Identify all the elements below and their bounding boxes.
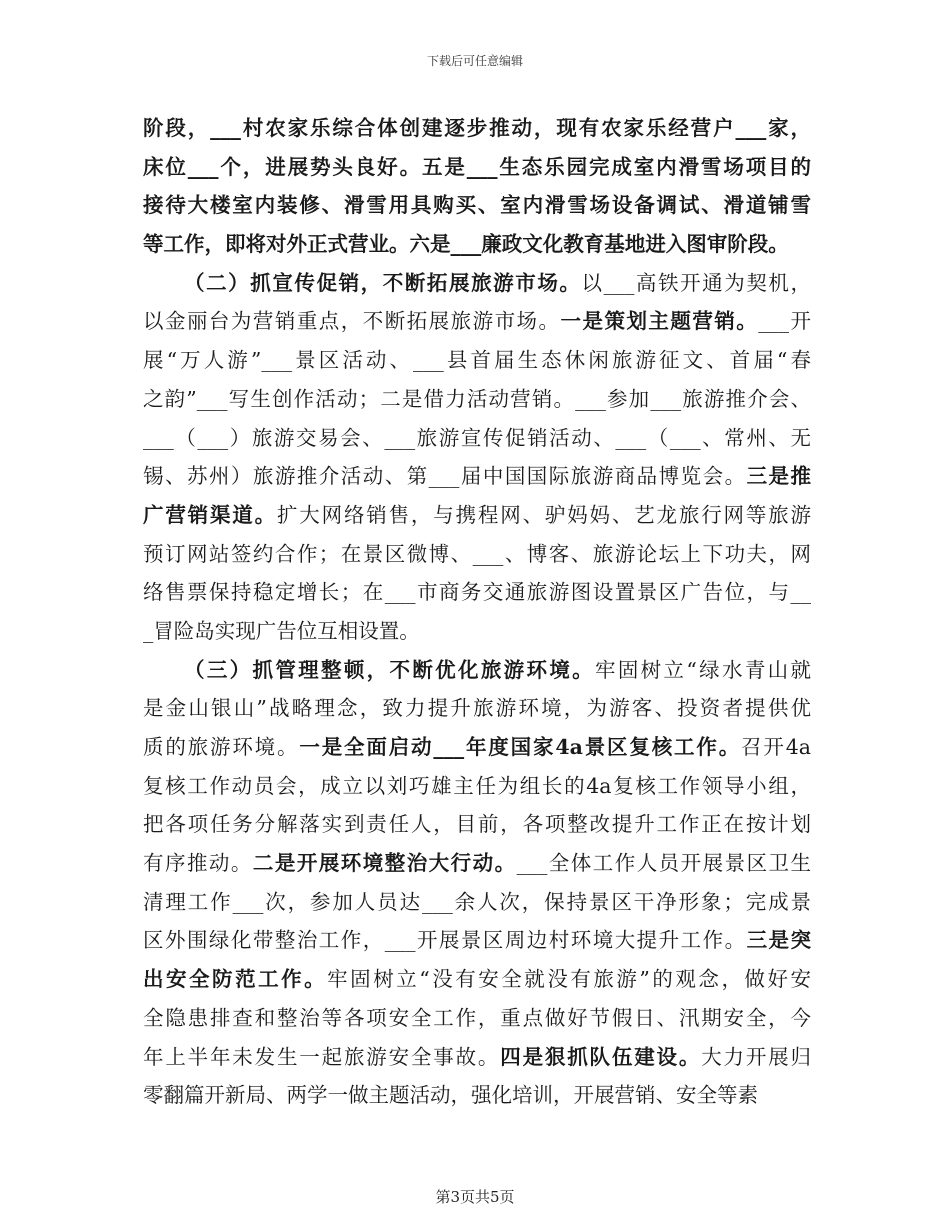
text-segment: 区外围绿化带整治工作，___开展景区周边村环境大提升工作。 bbox=[143, 928, 747, 953]
text-segment: _冒险岛实现广告位互相设置。 bbox=[143, 618, 420, 643]
text-line bbox=[143, 1076, 811, 1115]
text-segment: 是金山银山”战略理念，致力提升旅游环境，为游客、投资者提供优 bbox=[143, 696, 811, 721]
text-line bbox=[143, 225, 811, 264]
text-line bbox=[143, 496, 811, 535]
text-line bbox=[143, 302, 811, 341]
text-line bbox=[143, 805, 811, 844]
text-line bbox=[143, 573, 811, 612]
bold-text-segment: 一是全面启动___年度国家4a景区复核工作。 bbox=[299, 735, 742, 759]
text-segment: 之韵”___写生创作活动；二是借力活动营销。___参加___旅游推介会、 bbox=[143, 386, 811, 411]
text-line bbox=[143, 728, 811, 767]
text-segment: 全隐患排查和整治等各项安全工作，重点做好节假日、汛期安全，今 bbox=[143, 1005, 811, 1030]
bold-text-segment: 三是突 bbox=[746, 928, 812, 953]
text-segment: 召开4a bbox=[741, 735, 812, 759]
text-segment: 大力开展归 bbox=[701, 1044, 812, 1069]
page-number: 第3页共5页 bbox=[435, 1188, 515, 1206]
text-line bbox=[143, 767, 811, 806]
text-line bbox=[143, 1038, 811, 1077]
text-segment: 牢固树立“绿水青山就 bbox=[595, 657, 812, 682]
text-segment: 清理工作___次，参加人员达___余人次，保持景区干净形象；完成景 bbox=[143, 889, 811, 914]
text-line bbox=[143, 341, 811, 380]
text-line bbox=[143, 109, 811, 148]
text-line bbox=[143, 960, 811, 999]
bold-text-segment: 二是开展环境整治大行动。 bbox=[252, 851, 517, 876]
bold-text-segment: 广营销渠道。 bbox=[143, 502, 277, 527]
text-segment: 锡、苏州）旅游推介活动、第___届中国国际旅游商品博览会。 bbox=[143, 464, 747, 489]
text-line bbox=[143, 264, 811, 303]
text-segment: 以___高铁开通为契机， bbox=[581, 270, 811, 295]
text-segment: 预订网站签约合作；在景区微博、___、博客、旅游论坛上下功夫，网 bbox=[143, 541, 811, 566]
text-segment: 零翻篇开新局、两学一做主题活动，强化培训，开展营销、安全等素 bbox=[143, 1083, 758, 1108]
bold-text-segment: 三是推 bbox=[746, 464, 812, 489]
text-line bbox=[143, 535, 811, 574]
text-line bbox=[143, 419, 811, 458]
page-header-note: 下载后可任意编辑 bbox=[426, 54, 523, 68]
text-segment: 以金丽台为营销重点，不断拓展旅游市场。 bbox=[143, 309, 561, 334]
text-line bbox=[143, 612, 811, 651]
text-segment: 有序推动。 bbox=[143, 851, 253, 876]
text-line bbox=[143, 999, 811, 1038]
text-segment: 质的旅游环境。 bbox=[143, 735, 300, 759]
text-line bbox=[143, 689, 811, 728]
text-segment: 络售票保持稳定增长；在___市商务交通旅游图设置景区广告位，与__ bbox=[143, 580, 811, 605]
text-line bbox=[143, 186, 811, 225]
text-segment: ___全体工作人员开展景区卫生 bbox=[516, 851, 812, 876]
bold-text-segment: （二）抓宣传促销，不断拓展旅游市场。 bbox=[184, 270, 582, 295]
bold-text-segment: 等工作，即将对外正式营业。六是___廉政文化教育基地进入图审阶段。 bbox=[143, 232, 789, 257]
text-segment: 复核工作动员会，成立以刘巧雄主任为组长的4a复核工作领导小组， bbox=[143, 773, 811, 798]
text-line bbox=[143, 883, 811, 922]
text-line bbox=[143, 148, 811, 187]
text-segment: 牢固树立“没有安全就没有旅游”的观念，做好安 bbox=[327, 967, 812, 992]
bold-text-segment: 一是策划主题营销。 bbox=[560, 309, 759, 334]
bold-text-segment: （三）抓管理整顿，不断优化旅游环境。 bbox=[184, 657, 596, 682]
text-segment: ___（___）旅游交易会、___旅游宣传促销活动、___（___、常州、无 bbox=[143, 425, 811, 450]
text-segment: 把各项任务分解落实到责任人，目前，各项整改提升工作正在按计划 bbox=[143, 812, 811, 837]
bold-text-segment: 接待大楼室内装修、滑雪用具购买、室内滑雪场设备调试、滑道铺雪 bbox=[143, 193, 811, 218]
bold-text-segment: 出安全防范工作。 bbox=[143, 967, 328, 992]
text-segment: ___开 bbox=[758, 309, 812, 334]
text-segment: 展“万人游”___景区活动、___县首届生态休闲旅游征文、首届“春 bbox=[143, 348, 811, 373]
bold-text-segment: 四是狠抓队伍建设。 bbox=[500, 1044, 702, 1069]
text-segment: 扩大网络销售，与携程网、驴妈妈、艺龙旅行网等旅游 bbox=[276, 502, 812, 527]
bold-text-segment: 阶段，___村农家乐综合体创建逐步推动，现有农家乐经营户___家， bbox=[143, 116, 811, 140]
text-line bbox=[143, 380, 811, 419]
bold-text-segment: 床位___个，进展势头良好。五是___生态乐园完成室内滑雪场项目的 bbox=[143, 154, 811, 179]
document-body bbox=[143, 109, 811, 1115]
text-segment: 年上半年未发生一起旅游安全事故。 bbox=[143, 1044, 501, 1069]
text-line bbox=[143, 651, 811, 690]
text-line bbox=[143, 921, 811, 960]
text-line bbox=[143, 457, 811, 496]
text-line bbox=[143, 844, 811, 883]
